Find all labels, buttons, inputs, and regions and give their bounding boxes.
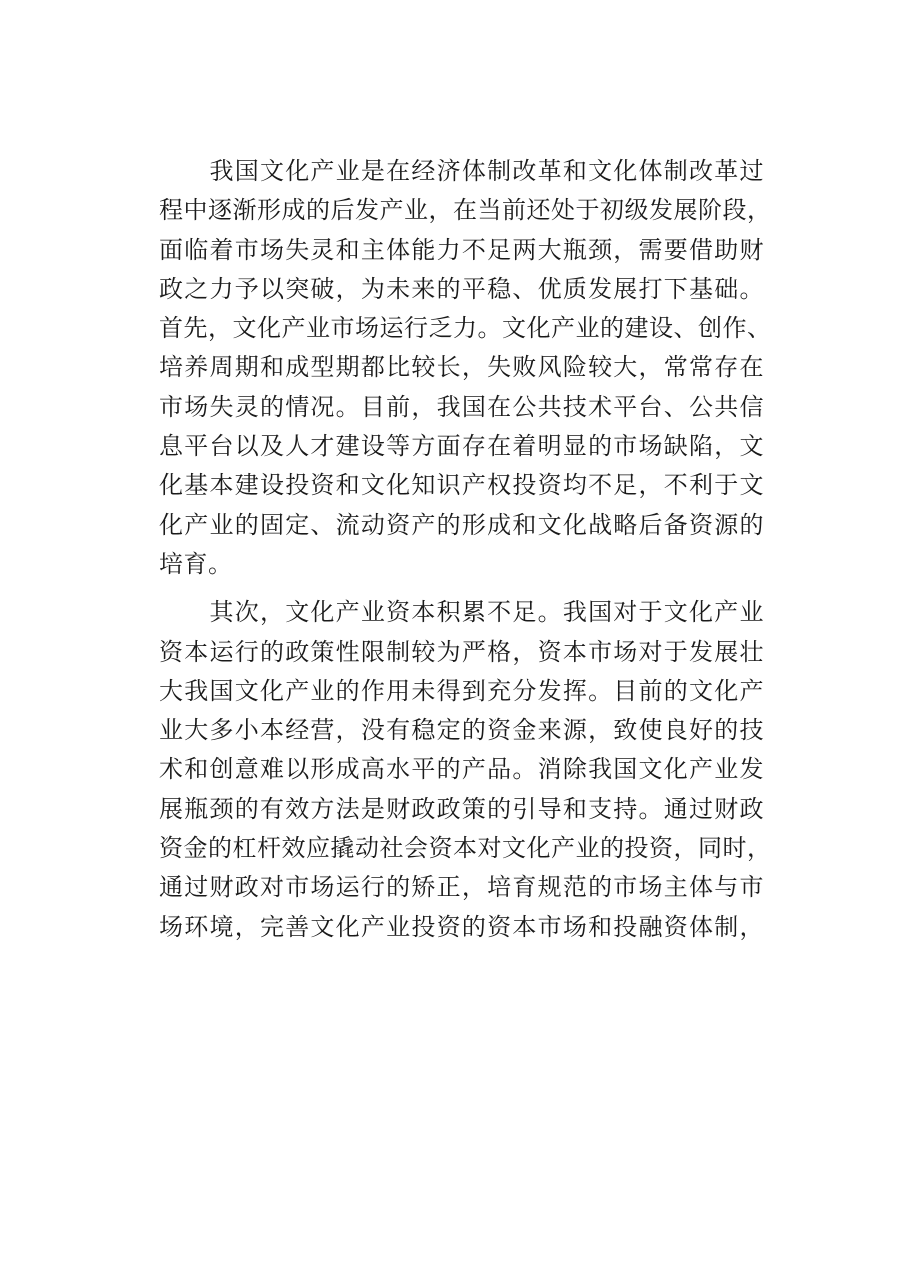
paragraph-1 bbox=[159, 152, 772, 584]
text-line: 化产业的固定、流动资产的形成和文化战略后备资源的 bbox=[159, 510, 764, 539]
text-line: 大我国文化产业的作用未得到充分发挥。目前的文化产 bbox=[159, 676, 764, 705]
text-line: 政之力予以突破，为未来的平稳、优质发展打下基础。 bbox=[159, 274, 764, 303]
text-line: 其次，文化产业资本积累不足。我国对于文化产业 bbox=[159, 598, 764, 627]
text-line: 培育。 bbox=[159, 549, 233, 578]
paragraph-spacer bbox=[159, 584, 764, 593]
text-line: 息平台以及人才建设等方面存在着明显的市场缺陷，文 bbox=[159, 432, 764, 461]
text-line: 面临着市场失灵和主体能力不足两大瓶颈，需要借助财 bbox=[159, 235, 764, 264]
text-line: 市场失灵的情况。目前，我国在公共技术平台、公共信 bbox=[159, 392, 764, 421]
text-line: 首先，文化产业市场运行乏力。文化产业的建设、创作、 bbox=[159, 314, 772, 343]
text-line: 培养周期和成型期都比较长，失败风险较大，常常存在 bbox=[159, 353, 764, 382]
text-line: 我国文化产业是在经济体制改革和文化体制改革过 bbox=[159, 157, 764, 185]
text-line: 场环境，完善文化产业投资的资本市场和投融资体制， bbox=[159, 912, 764, 941]
text-line: 程中逐渐形成的后发产业，在当前还处于初级发展阶段， bbox=[159, 196, 772, 225]
text-line: 资本运行的政策性限制较为严格，资本市场对于发展壮 bbox=[159, 637, 764, 666]
text-line: 术和创意难以形成高水平的产品。消除我国文化产业发 bbox=[159, 755, 764, 784]
document-body bbox=[159, 152, 772, 947]
text-line: 化基本建设投资和文化知识产权投资均不足，不利于文 bbox=[159, 471, 764, 500]
paragraph-2 bbox=[159, 593, 772, 947]
text-line: 展瓶颈的有效方法是财政政策的引导和支持。通过财政 bbox=[159, 794, 764, 823]
text-line: 通过财政对市场运行的矫正，培育规范的市场主体与市 bbox=[159, 873, 764, 902]
text-line: 业大多小本经营，没有稳定的资金来源，致使良好的技 bbox=[159, 716, 764, 745]
text-line: 资金的杠杆效应撬动社会资本对文化产业的投资，同时， bbox=[159, 834, 772, 863]
